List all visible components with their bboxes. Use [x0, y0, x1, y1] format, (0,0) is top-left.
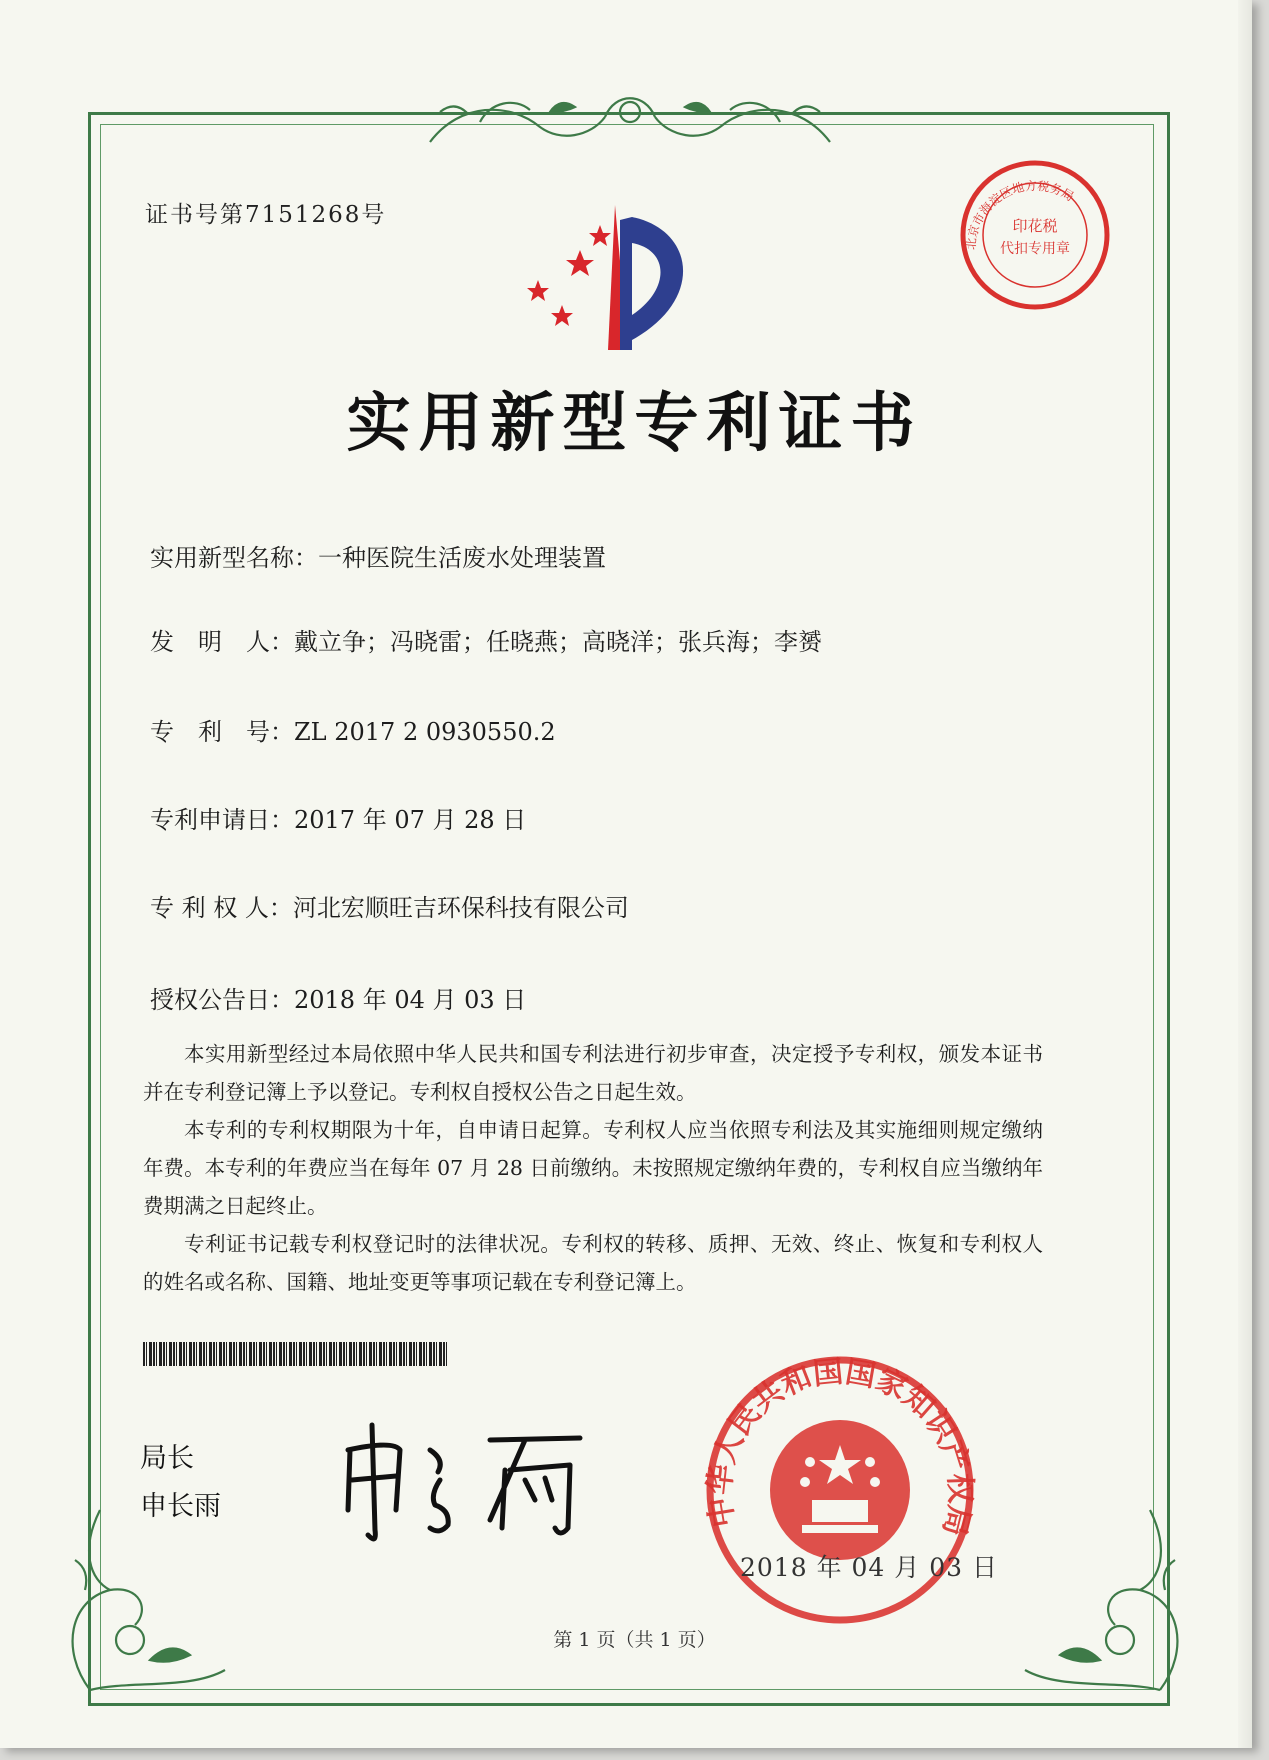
field-label: 专 利 权 人： — [150, 894, 293, 922]
svg-text:北京市海淀区地方税务局: 北京市海淀区地方税务局 — [963, 178, 1077, 251]
body-paragraph: 专利证书记载专利权登记时的法律状况。专利权的转移、质押、无效、终止、恢复和专利权人的姓名或名称、国籍、地址变更等事项记载在专利登记簿上。 — [143, 1232, 1043, 1294]
director-signature — [330, 1410, 600, 1550]
patent-office-logo-icon — [520, 205, 715, 355]
field-label: 实用新型名称： — [150, 544, 318, 572]
tax-stamp-seal — [955, 155, 1115, 315]
field-patent-number — [150, 712, 556, 747]
body-paragraph: 本实用新型经过本局依照中华人民共和国专利法进行初步审查，决定授予专利权，颁发本证书并在专利登记簿上予以登记。专利权自授权公告之日起生效。 — [143, 1042, 1043, 1104]
field-label: 专利申请日： — [150, 806, 294, 834]
field-value: 2017 年 07 月 28 日 — [294, 806, 527, 834]
field-label: 专 利 号： — [150, 718, 294, 746]
corner-ornament-bottom-right — [1010, 1490, 1200, 1700]
certificate-number: 证书号第7151268号 — [145, 202, 387, 228]
field-value: 2018 年 04 月 03 日 — [294, 986, 527, 1014]
page-number: 第 1 页（共 1 页） — [553, 1629, 716, 1651]
field-inventors — [150, 622, 822, 657]
page-edge — [1238, 0, 1252, 1748]
seal-date: 2018 年 04 月 03 日 — [740, 1553, 998, 1582]
director-block — [140, 1435, 221, 1531]
seal-text: 中华人民共和国国家知识产权局 — [702, 1354, 978, 1540]
field-grant-date — [150, 980, 526, 1015]
field-value: 河北宏顺旺吉环保科技有限公司 — [292, 894, 629, 922]
field-label: 授权公告日： — [150, 986, 294, 1014]
director-title: 局长 — [140, 1443, 194, 1474]
top-ornament — [420, 82, 840, 162]
field-patentee — [150, 888, 629, 923]
svg-text:印花税: 印花税 — [1012, 217, 1058, 235]
field-value: 戴立争；冯晓雷；任晓燕；高晓洋；张兵海；李赟 — [294, 628, 822, 656]
field-utility-model-name — [150, 538, 606, 573]
certificate-body-text — [143, 1035, 1043, 1301]
page-title: 实用新型专利证书 — [346, 386, 923, 461]
field-application-date — [150, 800, 526, 835]
field-value: ZL 2017 2 0930550.2 — [294, 718, 556, 746]
field-value: 一种医院生活废水处理装置 — [318, 544, 606, 572]
svg-text:代扣专用章: 代扣专用章 — [1000, 241, 1070, 257]
sipo-official-seal — [700, 1350, 980, 1630]
body-paragraph: 本专利的专利权期限为十年，自申请日起算。专利权人应当依照专利法及其实施细则规定缴纳年费。本专利的年费应当在每年 07 月 28 日前缴纳。未按照规定缴纳年费的，专利权自应当缴纳年费期满之日起终止。 — [143, 1118, 1043, 1218]
director-name: 申长雨 — [140, 1491, 221, 1522]
barcode — [143, 1342, 448, 1366]
field-label: 发 明 人： — [150, 628, 294, 656]
